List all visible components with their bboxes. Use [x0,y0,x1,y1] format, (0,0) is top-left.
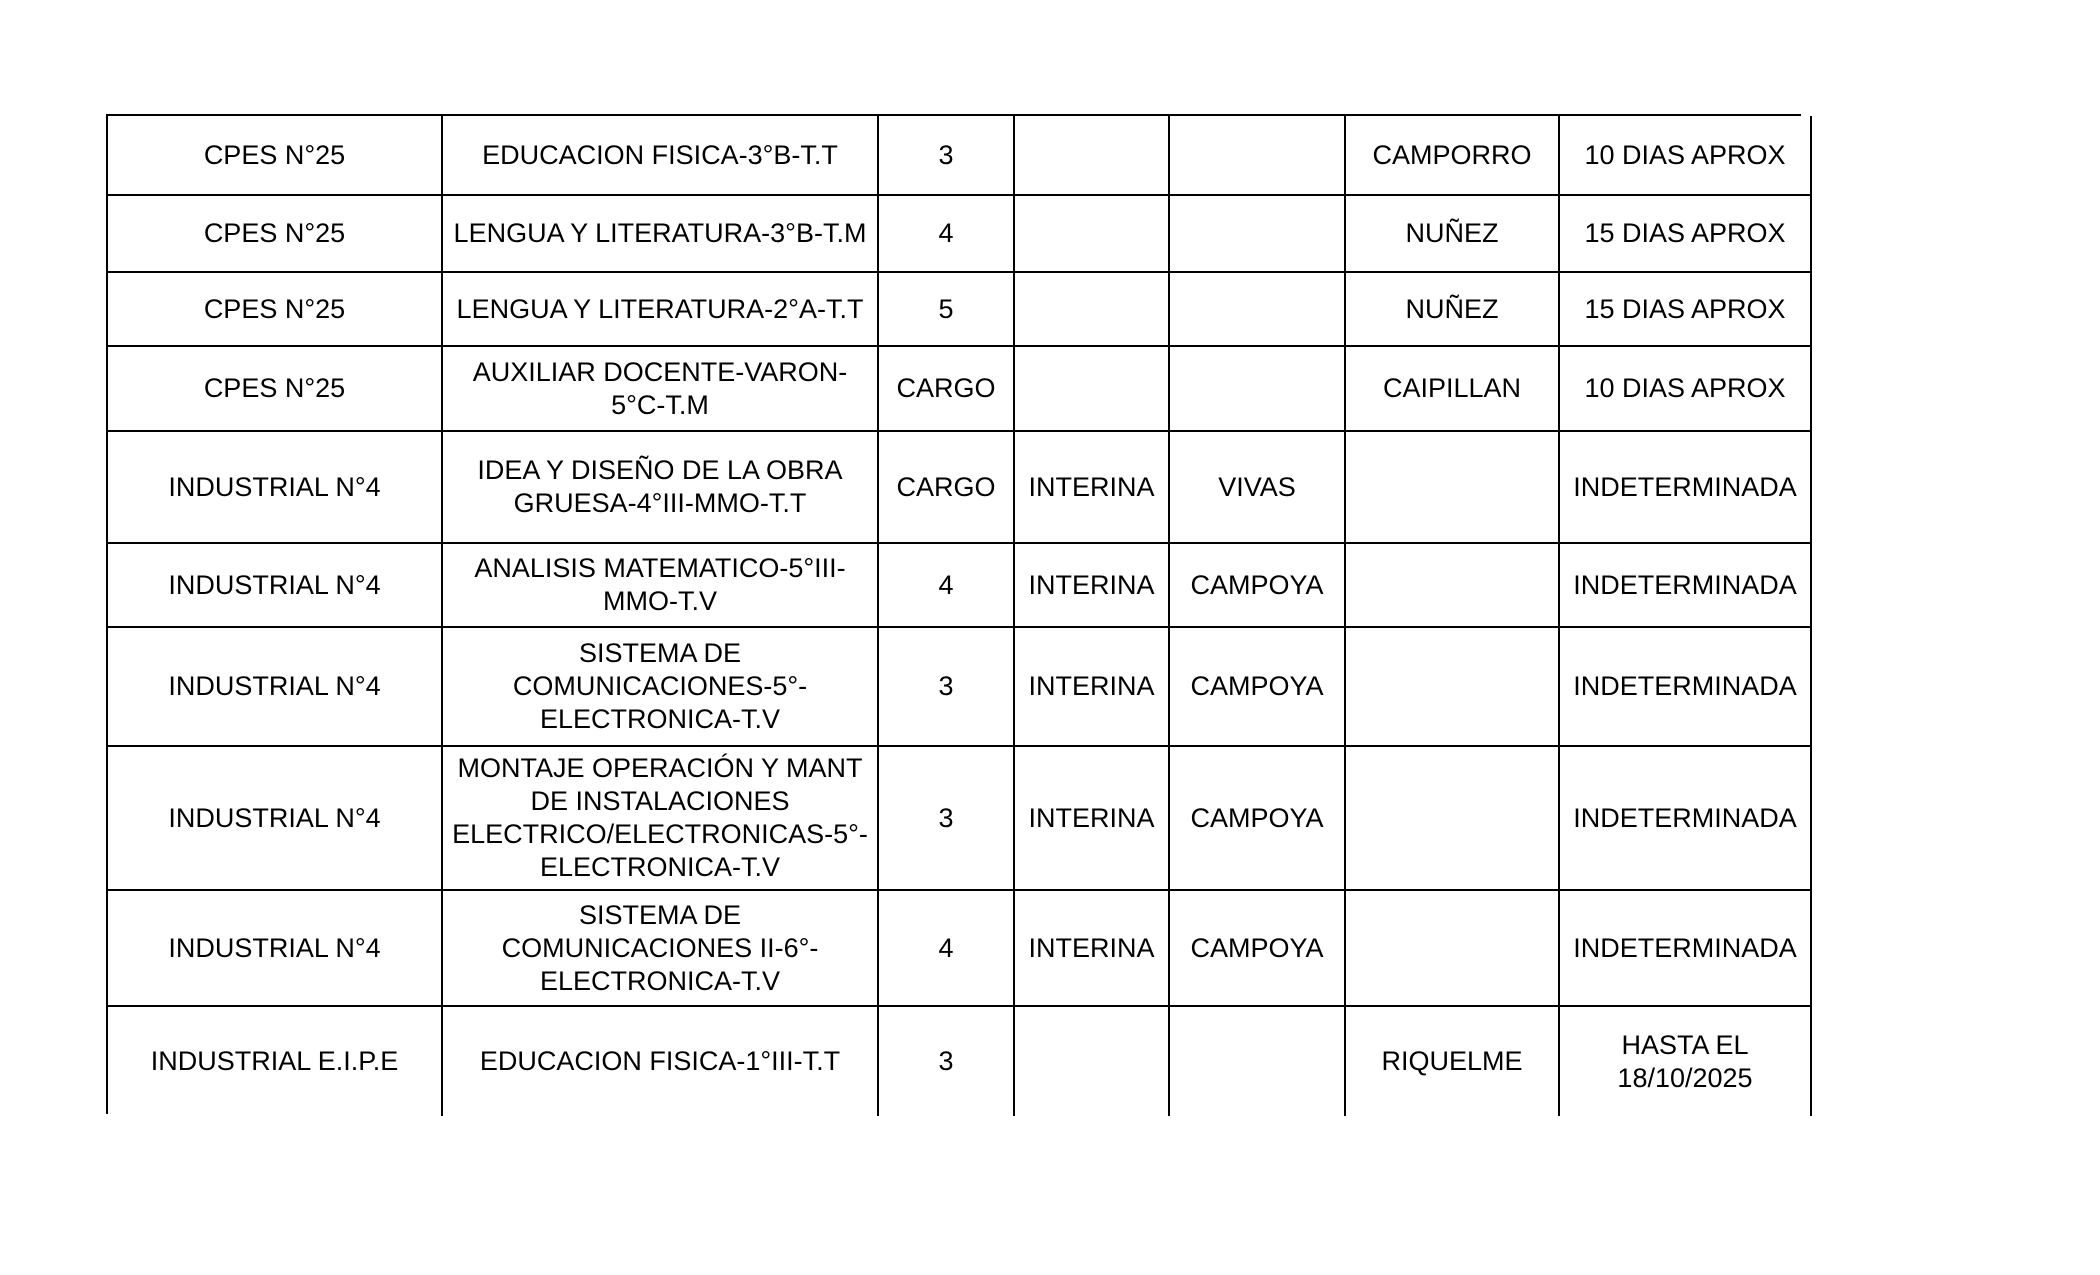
subject-cell: LENGUA Y LITERATURA-2°A-T.T [442,272,878,346]
school-cell: INDUSTRIAL E.I.P.E [108,1006,442,1116]
hours-cell: 4 [878,543,1014,627]
table-row [108,627,1811,746]
subject-cell: IDEA Y DISEÑO DE LA OBRA GRUESA-4°III-MMO-T.T [442,431,878,543]
status-cell: INTERINA [1014,627,1169,746]
replaced-cell: NUÑEZ [1345,272,1559,346]
subject-cell: AUXILIAR DOCENTE-VARON-5°C-T.M [442,346,878,431]
status-cell [1014,1006,1169,1116]
replaced-cell [1345,543,1559,627]
duration-cell: 15 DIAS APROX [1559,195,1811,272]
hours-cell: 3 [878,627,1014,746]
duration-cell: INDETERMINADA [1559,746,1811,890]
school-cell: INDUSTRIAL N°4 [108,543,442,627]
duration-cell: 10 DIAS APROX [1559,346,1811,431]
duration-cell: 10 DIAS APROX [1559,116,1811,195]
status-cell [1014,116,1169,195]
duration-cell: INDETERMINADA [1559,543,1811,627]
school-cell: INDUSTRIAL N°4 [108,431,442,543]
replaced-cell [1345,890,1559,1006]
table-row [108,116,1811,195]
holder-cell: CAMPOYA [1169,746,1345,890]
subject-cell: ANALISIS MATEMATICO-5°III-MMO-T.V [442,543,878,627]
holder-cell [1169,1006,1345,1116]
table-row [108,431,1811,543]
status-cell [1014,195,1169,272]
duration-cell: 15 DIAS APROX [1559,272,1811,346]
subject-cell: EDUCACION FISICA-1°III-T.T [442,1006,878,1116]
holder-cell: CAMPOYA [1169,543,1345,627]
subject-cell: SISTEMA DE COMUNICACIONES-5°-ELECTRONICA-T.V [442,627,878,746]
table-row [108,890,1811,1006]
holder-cell [1169,195,1345,272]
status-cell [1014,272,1169,346]
table-row [108,272,1811,346]
replaced-cell: CAIPILLAN [1345,346,1559,431]
duration-cell: INDETERMINADA [1559,627,1811,746]
holder-cell [1169,346,1345,431]
school-cell: CPES N°25 [108,116,442,195]
replaced-cell [1345,431,1559,543]
vacancy-table-sheet [106,114,1801,1114]
hours-cell: 4 [878,890,1014,1006]
school-cell: CPES N°25 [108,272,442,346]
school-cell: CPES N°25 [108,346,442,431]
subject-cell: LENGUA Y LITERATURA-3°B-T.M [442,195,878,272]
table-row [108,1006,1811,1116]
holder-cell: VIVAS [1169,431,1345,543]
duration-cell: HASTA EL 18/10/2025 [1559,1006,1811,1116]
status-cell: INTERINA [1014,543,1169,627]
table-row [108,195,1811,272]
vacancy-table [108,116,1812,1116]
table-row [108,543,1811,627]
status-cell: INTERINA [1014,746,1169,890]
holder-cell [1169,116,1345,195]
status-cell: INTERINA [1014,890,1169,1006]
hours-cell: CARGO [878,346,1014,431]
school-cell: INDUSTRIAL N°4 [108,627,442,746]
replaced-cell [1345,746,1559,890]
holder-cell: CAMPOYA [1169,890,1345,1006]
table-row [108,346,1811,431]
school-cell: CPES N°25 [108,195,442,272]
school-cell: INDUSTRIAL N°4 [108,890,442,1006]
hours-cell: 3 [878,116,1014,195]
school-cell: INDUSTRIAL N°4 [108,746,442,890]
replaced-cell: RIQUELME [1345,1006,1559,1116]
duration-cell: INDETERMINADA [1559,431,1811,543]
replaced-cell: NUÑEZ [1345,195,1559,272]
holder-cell [1169,272,1345,346]
duration-cell: INDETERMINADA [1559,890,1811,1006]
hours-cell: 5 [878,272,1014,346]
status-cell [1014,346,1169,431]
subject-cell: SISTEMA DE COMUNICACIONES II-6°-ELECTRONICA-T.V [442,890,878,1006]
hours-cell: 4 [878,195,1014,272]
status-cell: INTERINA [1014,431,1169,543]
hours-cell: 3 [878,1006,1014,1116]
table-row [108,746,1811,890]
hours-cell: CARGO [878,431,1014,543]
holder-cell: CAMPOYA [1169,627,1345,746]
replaced-cell: CAMPORRO [1345,116,1559,195]
subject-cell: MONTAJE OPERACIÓN Y MANT DE INSTALACIONES ELECTRICO/ELECTRONICAS-5°-ELECTRONICA-T.V [442,746,878,890]
hours-cell: 3 [878,746,1014,890]
replaced-cell [1345,627,1559,746]
subject-cell: EDUCACION FISICA-3°B-T.T [442,116,878,195]
